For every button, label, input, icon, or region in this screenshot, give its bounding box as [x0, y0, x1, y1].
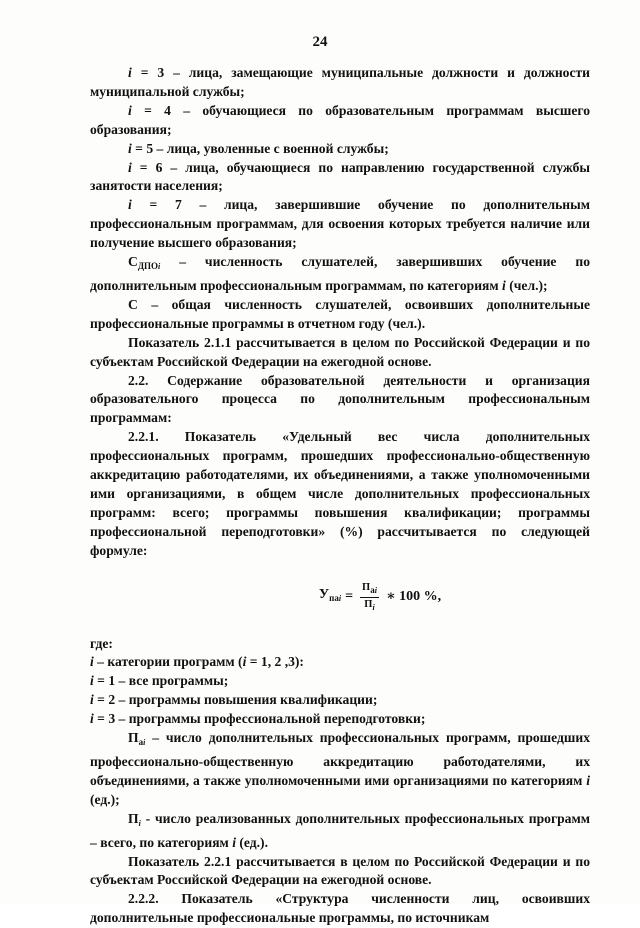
c-dpo-index: i [158, 262, 161, 272]
formula-equals: = [345, 588, 354, 604]
formula-numerator [360, 581, 379, 598]
intro-text: – категории программ ( [93, 654, 243, 670]
c-dpo-symbol: С [128, 254, 138, 270]
p-i-definition [90, 810, 590, 853]
c-dpo-index-after: i [502, 277, 506, 293]
category-text: = 3 – программы профессиональной переподготовки; [93, 711, 426, 727]
c-total-definition: С – общая численность слушателей, освоивших дополнительные профессиональные программы в отчетном году (чел.). [90, 296, 590, 331]
section-2-2-1-paragraph: 2.2.1. Показатель «Удельный вес числа дополнительных профессиональных программ, прошедших профессионально-общественную аккредитацию работодателями, их объединениями, а также уполномоченными ими организациями, в общем числе дополнительных профессиональных программ: всего; программы повышения квалификации; программы профессиональной переподготовки» (%) рассчитывается по следующей формуле: [90, 429, 590, 558]
p-i-text: - число реализованных дополнительных профессиональных программ – всего, по категориям [90, 810, 590, 850]
paragraph-text: = 4 – обучающиеся по образовательным программам высшего образования; [90, 102, 590, 137]
p-ai-index-after: i [586, 772, 590, 788]
calc-note-2-1-1: Показатель 2.1.1 рассчитывается в целом по Российской Федерации и по субъектам Российской Федерации на ежегодной основе. [90, 334, 590, 369]
formula-lhs-symbol: У [318, 586, 330, 602]
p-i-index-after: i [232, 834, 236, 850]
p-ai-tail: (ед.); [90, 791, 120, 807]
c-dpo-subscript: ДПО [137, 261, 159, 272]
p-i-index: i [138, 818, 141, 828]
p-i-tail: (ед.). [236, 834, 268, 850]
where-label: где: [90, 635, 113, 651]
paragraph-text: = 3 – лица, замещающие муниципальные должности и должности муниципальной службы; [90, 65, 590, 99]
numerator-symbol: П [362, 581, 371, 593]
category-3-paragraph [90, 64, 590, 102]
index-variable: i [90, 711, 94, 727]
formula [319, 581, 441, 614]
paragraph-text: = 7 – лица, завершившие обучение по дополнительным профессиональным программам, для освоения которых требуется наличие или получение высшего образования; [90, 197, 590, 251]
numerator-subscript: а [370, 584, 375, 595]
formula-tail: ∗ 100 %, [385, 588, 442, 604]
p-i-symbol: П [128, 810, 139, 826]
page-number: 24 [312, 34, 328, 50]
formula-denominator [362, 598, 376, 614]
paragraph-text: = 5 – лица, уволенные с военной службы; [131, 140, 389, 156]
index-variable: i [128, 140, 132, 156]
c-dpo-tail: (чел.); [505, 277, 548, 293]
category-item [90, 672, 590, 691]
denominator-symbol: П [364, 598, 373, 610]
category-4-paragraph [90, 102, 590, 140]
calc-note-2-2-1: Показатель 2.2.1 рассчитывается в целом по Российской Федерации и по субъектам Российской Федерации на ежегодной основе. [90, 853, 590, 888]
section-2-2-heading: 2.2. Содержание образовательной деятельности и организация образовательного процесса по дополнительным профессиональным программам: [90, 372, 590, 426]
intro-text-2: = 1, 2 ,3): [246, 654, 304, 670]
c-dpo-text: – численность слушателей, завершивших обучение по дополнительным профессиональным программам, по категориям [90, 254, 590, 293]
category-text: = 1 – все программы; [93, 673, 229, 689]
formula-lhs-index: i [338, 593, 342, 603]
p-ai-index: i [143, 738, 146, 748]
category-6-paragraph [90, 159, 590, 197]
index-variable: i [90, 673, 94, 689]
formula-lhs [319, 586, 341, 609]
index-variable: i [242, 654, 247, 670]
category-7-paragraph [90, 196, 590, 253]
formula-lhs-subscript: па [329, 592, 339, 603]
category-item [90, 691, 590, 710]
category-5-paragraph [90, 140, 590, 159]
index-variable: i [90, 654, 94, 670]
p-ai-symbol: П [128, 730, 139, 746]
category-item [90, 710, 590, 729]
index-variable: i [90, 692, 94, 708]
document-body [90, 64, 590, 928]
c-dpo-definition [90, 253, 590, 296]
p-ai-text: – число дополнительных профессиональных программ, прошедших профессионально-общественную аккредитацию работодателями, их объединениями, а также уполномоченными ими организациями по категориям [90, 730, 590, 788]
paragraph-text: = 6 – лица, обучающиеся по направлению государственной службы занятости населения; [90, 159, 590, 194]
numerator-index: i [374, 585, 377, 595]
p-ai-definition [90, 729, 590, 810]
formula-block [90, 581, 590, 621]
index-variable: i [128, 159, 132, 175]
index-variable: i [128, 65, 132, 80]
denominator-index: i [372, 602, 375, 612]
categories-intro [90, 653, 590, 672]
p-ai-subscript: а [138, 737, 144, 748]
formula-fraction [360, 581, 379, 614]
category-text: = 2 – программы повышения квалификации; [93, 692, 378, 708]
index-variable: i [128, 197, 132, 213]
section-2-2-2-paragraph: 2.2.2. Показатель «Структура численности лиц, освоивших дополнительные профессиональные программы, по источникам [90, 891, 590, 926]
index-variable: i [128, 102, 132, 118]
